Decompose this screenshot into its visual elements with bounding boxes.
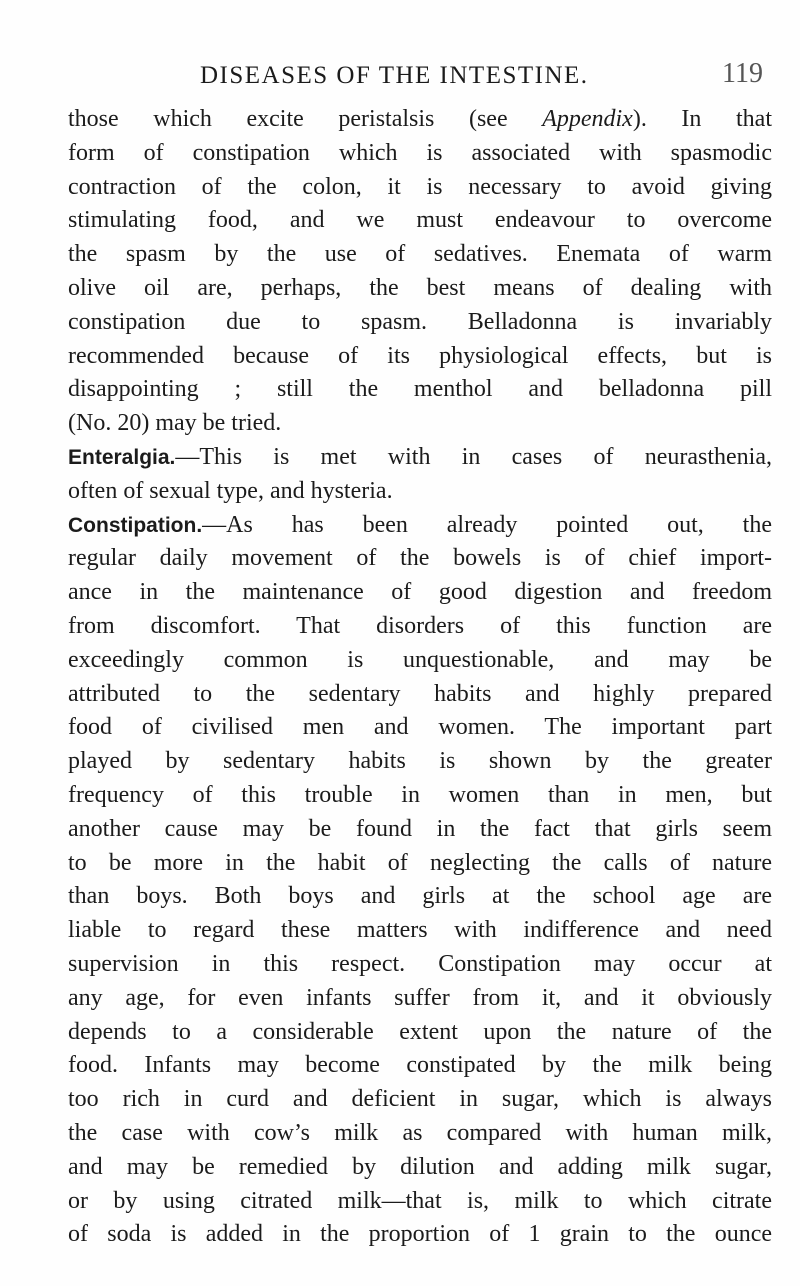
text-line: played by sedentary habits is shown by the greater <box>68 748 772 775</box>
text-line: attributed to the sedentary habits and highly prepared <box>68 680 772 707</box>
text-line: contraction of the colon, it is necessary to avoid giving <box>68 173 772 200</box>
text-line: supervision in this respect. Constipation may occur at <box>68 950 772 977</box>
text-line: liable to regard these matters with indifference and need <box>68 917 772 944</box>
text-line: exceedingly common is unquestionable, and may be <box>68 646 772 673</box>
text-line: or by using citrated milk—that is, milk to which citrate <box>68 1187 772 1214</box>
text-line: often of sexual type, and hysteria. <box>68 477 393 504</box>
body-text <box>68 103 772 1252</box>
text-line: Constipation.—As has been already pointed out, the <box>68 511 772 538</box>
text-line: another cause may be found in the fact that girls seem <box>68 815 772 842</box>
text-line: recommended because of its physiological effects, but is <box>68 342 772 369</box>
text-line: disappointing ; still the menthol and belladonna pill <box>68 376 772 403</box>
text-line: any age, for even infants suffer from it, and it obviously <box>68 984 772 1011</box>
text-line: regular daily movement of the bowels is of chief import- <box>68 545 772 572</box>
text-line: and may be remedied by dilution and adding milk sugar, <box>68 1153 772 1180</box>
text-line: ance in the maintenance of good digestion and freedom <box>68 579 772 606</box>
text-line: from discomfort. That disorders of this function are <box>68 612 772 639</box>
text-line: frequency of this trouble in women than in men, but <box>68 781 772 808</box>
text-line: food of civilised men and women. The important part <box>68 714 772 741</box>
section-heading-constipation: Constipation. <box>68 513 203 537</box>
text-line: constipation due to spasm. Belladonna is invariably <box>68 308 772 335</box>
text-line: the case with cow’s milk as compared with human milk, <box>68 1119 772 1146</box>
text-line: of soda is added in the proportion of 1 grain to the ounce <box>68 1221 772 1248</box>
text-line: olive oil are, perhaps, the best means of dealing with <box>68 274 772 301</box>
page-number: 119 <box>722 58 763 89</box>
text-line: stimulating food, and we must endeavour to overcome <box>68 207 772 234</box>
text-line: Enteralgia.—This is met with in cases of neurasthenia, <box>68 443 772 470</box>
text-line: form of constipation which is associated with spasmodic <box>68 139 772 166</box>
section-heading-enteralgia: Enteralgia. <box>68 445 176 469</box>
text-line: too rich in curd and deficient in sugar, which is always <box>68 1086 772 1113</box>
text-line: depends to a considerable extent upon the nature of the <box>68 1018 772 1045</box>
text-line: the spasm by the use of sedatives. Enemata of warm <box>68 241 772 268</box>
appendix-reference: Appendix <box>542 106 633 132</box>
text-line: those which excite peristalsis (see Appendix). In that <box>68 106 772 132</box>
running-head: DISEASES OF THE INTESTINE. <box>200 62 589 89</box>
text-line: to be more in the habit of neglecting the calls of nature <box>68 849 772 876</box>
text-line: food. Infants may become constipated by the milk being <box>68 1052 772 1079</box>
text-line: (No. 20) may be tried. <box>68 410 282 437</box>
text-line: than boys. Both boys and girls at the school age are <box>68 883 772 910</box>
